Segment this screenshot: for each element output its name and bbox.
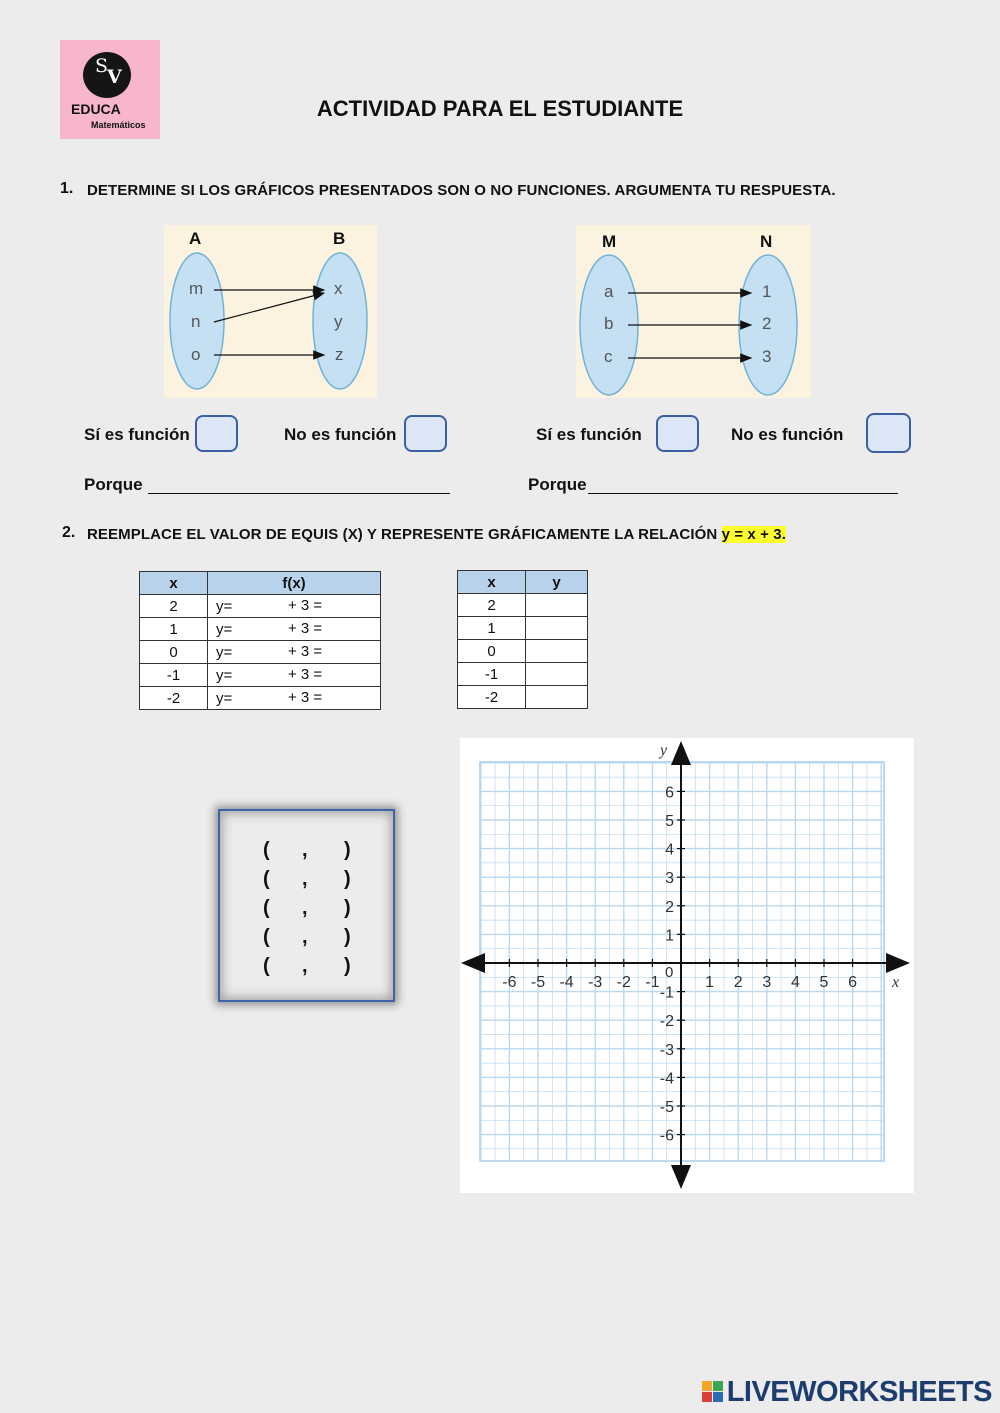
y-equals: y= xyxy=(216,620,233,638)
pair-open-paren: ( xyxy=(263,926,270,948)
table-row xyxy=(458,594,588,617)
logo-letter-v: V xyxy=(107,66,122,88)
element-m: m xyxy=(189,279,204,298)
element-o: o xyxy=(191,345,201,364)
y-tick-label: -3 xyxy=(659,1041,674,1059)
y-tick-label: -6 xyxy=(659,1127,674,1145)
mapping-diagram-mn xyxy=(576,225,811,398)
pair-comma: , xyxy=(302,897,308,919)
y-tick-label: 5 xyxy=(665,813,674,830)
table-row xyxy=(140,595,381,618)
element-y: y xyxy=(334,312,343,331)
x-value: -1 xyxy=(458,663,526,686)
x-tick-label: -2 xyxy=(616,974,631,991)
plus-three: + 3 = xyxy=(288,666,323,683)
pair-close-paren: ) xyxy=(344,839,351,861)
x-value: 2 xyxy=(458,594,526,617)
coordinate-plane[interactable] xyxy=(460,738,914,1193)
porque-answer-line-1[interactable] xyxy=(148,493,450,494)
pair-close-paren: ) xyxy=(344,955,351,977)
x-tick-label: 5 xyxy=(819,974,829,991)
header-x: x xyxy=(458,571,526,594)
table-row xyxy=(458,617,588,640)
table-header-row xyxy=(458,571,588,594)
set-b-label: B xyxy=(333,229,346,248)
y-input-cell[interactable] xyxy=(526,663,588,686)
equation-highlight: y = x + 3. xyxy=(721,526,786,543)
pair-close-paren: ) xyxy=(344,868,351,890)
x-tick-label: -3 xyxy=(588,974,603,991)
porque-label-2: Porque xyxy=(528,475,587,494)
x-value: 2 xyxy=(140,595,208,618)
coordinate-plane-svg xyxy=(460,738,914,1193)
question-2-text xyxy=(87,526,786,543)
element-b: b xyxy=(604,314,614,333)
table-row xyxy=(458,640,588,663)
table-row xyxy=(458,686,588,709)
fx-cell[interactable] xyxy=(208,664,381,687)
y-tick-label: -2 xyxy=(659,1013,674,1031)
pair-comma: , xyxy=(302,839,308,861)
element-1: 1 xyxy=(762,282,772,301)
y-tick-label: -4 xyxy=(659,1070,674,1088)
question-1-text: DETERMINE SI LOS GRÁFICOS PRESENTADOS SON O NO FUNCIONES. ARGUMENTA TU RESPUESTA. xyxy=(87,182,836,199)
plus-three: + 3 = xyxy=(288,597,323,614)
set-m-label: M xyxy=(602,232,617,251)
y-input-cell[interactable] xyxy=(526,617,588,640)
origin-label: 0 xyxy=(665,964,674,981)
x-tick-label: 2 xyxy=(733,974,743,991)
liveworksheets-logo-icon xyxy=(702,1381,724,1403)
yes-function-checkbox-2[interactable] xyxy=(656,415,699,452)
y-tick-label: -5 xyxy=(659,1099,674,1116)
y-input-cell[interactable] xyxy=(526,686,588,709)
element-x: x xyxy=(334,279,343,298)
fx-cell[interactable] xyxy=(208,641,381,664)
logo-letter-s: S xyxy=(95,55,109,77)
x-tick-label: -6 xyxy=(502,974,517,991)
table-row xyxy=(140,687,381,710)
yes-function-label-1: Sí es función xyxy=(84,425,190,444)
header-fx: f(x) xyxy=(208,572,381,595)
logo-subtitle: Matemáticos xyxy=(91,120,146,130)
pair-close-paren: ) xyxy=(344,897,351,919)
liveworksheets-brand xyxy=(702,1376,992,1409)
no-function-label-2: No es función xyxy=(731,425,844,444)
pair-open-paren: ( xyxy=(263,868,270,890)
y-tick-label: -1 xyxy=(659,984,674,1002)
xy-table xyxy=(457,570,588,709)
table-header-row xyxy=(140,572,381,595)
table-row xyxy=(140,664,381,687)
element-a: a xyxy=(604,282,614,301)
table-row xyxy=(458,663,588,686)
y-tick-label: 2 xyxy=(665,898,674,916)
x-tick-label: 6 xyxy=(848,974,858,991)
y-equals: y= xyxy=(216,597,233,615)
fx-cell[interactable] xyxy=(208,595,381,618)
element-c: c xyxy=(604,347,613,366)
y-axis-label: y xyxy=(660,742,668,759)
x-tick-label: 3 xyxy=(762,974,772,991)
fx-cell[interactable] xyxy=(208,687,381,710)
porque-label-1: Porque xyxy=(84,475,143,494)
header-x: x xyxy=(140,572,208,595)
element-n: n xyxy=(191,312,201,331)
no-function-label-1: No es función xyxy=(284,425,397,444)
page-title: ACTIVIDAD PARA EL ESTUDIANTE xyxy=(316,96,684,121)
pair-comma: , xyxy=(302,955,308,977)
x-value: -2 xyxy=(458,686,526,709)
x-value: -2 xyxy=(140,687,208,710)
x-axis-label: x xyxy=(892,974,900,991)
y-equals: y= xyxy=(216,666,233,684)
substitution-table xyxy=(139,571,381,710)
liveworksheets-text: LIVEWORKSHEETS xyxy=(726,1376,992,1408)
x-value: 1 xyxy=(140,618,208,641)
y-equals: y= xyxy=(216,689,233,707)
pair-comma: , xyxy=(302,868,308,890)
yes-function-label-2: Sí es función xyxy=(536,425,642,444)
set-n-label: N xyxy=(760,232,773,251)
element-3: 3 xyxy=(762,347,772,366)
y-tick-label: 4 xyxy=(665,841,674,859)
no-function-checkbox-2[interactable] xyxy=(866,413,911,453)
x-value: 1 xyxy=(458,617,526,640)
plus-three: + 3 = xyxy=(288,620,323,637)
x-tick-label: -4 xyxy=(559,974,574,991)
yes-function-checkbox-1[interactable] xyxy=(195,415,238,452)
y-tick-label: 1 xyxy=(665,927,674,945)
plus-three: + 3 = xyxy=(288,689,323,706)
table-row xyxy=(140,641,381,664)
pair-open-paren: ( xyxy=(263,897,270,919)
pair-open-paren: ( xyxy=(263,839,270,861)
element-z: z xyxy=(335,345,344,364)
porque-answer-line-2[interactable] xyxy=(588,493,898,494)
set-a-label: A xyxy=(189,229,202,248)
no-function-checkbox-1[interactable] xyxy=(404,415,447,452)
pair-comma: , xyxy=(302,926,308,948)
question-1-number: 1. xyxy=(60,180,74,197)
x-value: -1 xyxy=(140,664,208,687)
y-tick-label: 6 xyxy=(665,784,674,802)
question-2-number: 2. xyxy=(62,524,76,541)
y-tick-label: 3 xyxy=(665,870,674,888)
pair-open-paren: ( xyxy=(263,955,270,977)
x-tick-label: 1 xyxy=(705,974,715,991)
arrow-n-x xyxy=(214,293,324,322)
element-2: 2 xyxy=(762,314,772,333)
mapping-diagram-ab xyxy=(164,225,377,398)
fx-cell[interactable] xyxy=(208,618,381,641)
ordered-pairs-box xyxy=(218,809,395,1002)
logo-circle xyxy=(83,52,131,98)
y-input-cell[interactable] xyxy=(526,640,588,663)
x-tick-label: 4 xyxy=(790,974,800,991)
question-2-instruction: REEMPLACE EL VALOR DE EQUIS (X) Y REPRESENTE GRÁFICAMENTE LA RELACIÓN xyxy=(87,526,718,543)
x-tick-label: -1 xyxy=(645,974,660,991)
plus-three: + 3 = xyxy=(288,643,323,660)
logo-brand: EDUCA xyxy=(71,101,121,117)
header-y: y xyxy=(526,571,588,594)
x-value: 0 xyxy=(458,640,526,663)
x-tick-label: -5 xyxy=(530,974,546,991)
y-equals: y= xyxy=(216,643,233,661)
pair-close-paren: ) xyxy=(344,926,351,948)
x-value: 0 xyxy=(140,641,208,664)
y-input-cell[interactable] xyxy=(526,594,588,617)
logo xyxy=(60,40,160,139)
table-row xyxy=(140,618,381,641)
